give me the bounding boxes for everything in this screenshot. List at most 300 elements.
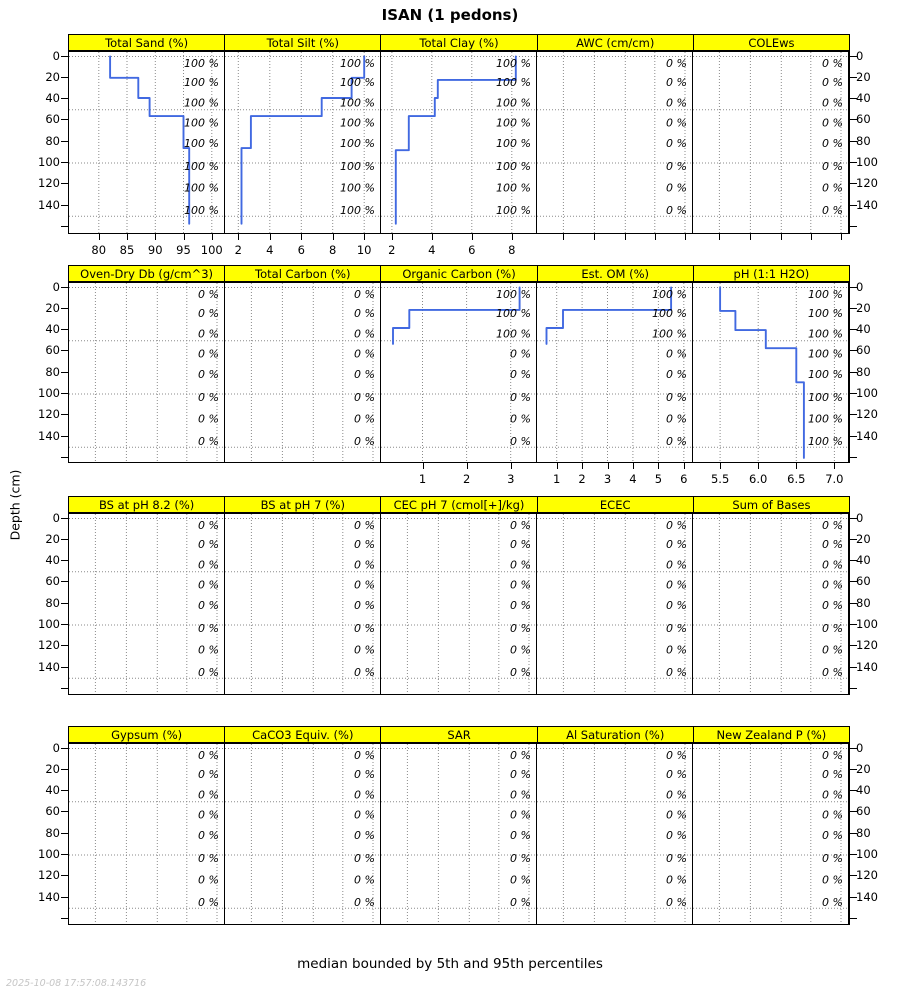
- contributing-fraction-label: 0 %: [822, 558, 843, 572]
- contributing-fraction-label: 100 %: [184, 56, 219, 70]
- timestamp-watermark: 2025-10-08 17:57:08.143716: [6, 978, 147, 989]
- depth-tick-label: 140: [38, 889, 60, 904]
- panel-awc: [537, 52, 693, 233]
- contributing-fraction-label: 0 %: [198, 748, 219, 762]
- depth-tick-label: 100: [38, 847, 60, 861]
- contributing-fraction-label: 100 %: [340, 181, 375, 195]
- depth-tick: [61, 560, 68, 561]
- panel-total-silt: [225, 52, 381, 257]
- contributing-fraction-label: 0 %: [354, 895, 375, 909]
- depth-tick-label: 40: [45, 322, 60, 337]
- strip-label: BS at pH 7 (%): [260, 497, 345, 512]
- contributing-fraction-label: 100 %: [808, 347, 843, 361]
- depth-tick-label: 0: [52, 279, 60, 294]
- depth-tick: [61, 539, 68, 540]
- contributing-fraction-label: 100 %: [496, 160, 531, 174]
- strip-label: Total Carbon (%): [255, 266, 351, 281]
- contributing-fraction-label: 0 %: [354, 412, 375, 426]
- strip-est-om: [538, 266, 694, 281]
- x-tick: [155, 234, 156, 240]
- panel-canvas-organic-carbon: [381, 283, 536, 462]
- depth-tick: [61, 875, 68, 876]
- contributing-fraction-label: 0 %: [198, 538, 219, 552]
- depth-tick: [61, 183, 68, 184]
- contributing-fraction-label: 100 %: [652, 307, 687, 321]
- contributing-fraction-label: 0 %: [822, 852, 843, 866]
- x-tick: [834, 463, 835, 469]
- x-tick: [796, 463, 797, 469]
- x-tick: [238, 234, 239, 240]
- depth-tick: [61, 226, 68, 227]
- panel-total-sand: [69, 52, 225, 257]
- depth-tick: [850, 226, 857, 227]
- contributing-fraction-label: 0 %: [666, 768, 687, 782]
- panel-row: [38, 48, 878, 257]
- contributing-fraction-label: 0 %: [510, 748, 531, 762]
- depth-tick: [61, 667, 68, 668]
- strip-label: CEC pH 7 (cmol[+]/kg): [393, 497, 525, 512]
- depth-tick: [61, 119, 68, 120]
- contributing-fraction-label: 0 %: [354, 852, 375, 866]
- panel-new-zealand-p: [693, 744, 849, 924]
- contributing-fraction-label: 100 %: [808, 287, 843, 301]
- contributing-fraction-label: 0 %: [822, 203, 843, 217]
- strip-label: SAR: [447, 727, 471, 742]
- contributing-fraction-label: 0 %: [666, 748, 687, 762]
- contributing-fraction-label: 0 %: [822, 873, 843, 887]
- contributing-fraction-label: 100 %: [808, 412, 843, 426]
- strip-row: [68, 726, 850, 743]
- contributing-fraction-label: 0 %: [510, 622, 531, 636]
- contributing-fraction-label: 100 %: [496, 287, 531, 301]
- strip-row: [68, 496, 850, 513]
- contributing-fraction-label: 0 %: [198, 788, 219, 802]
- contributing-fraction-label: 0 %: [510, 367, 531, 381]
- x-tick-label: 2: [388, 243, 396, 257]
- depth-tick: [61, 457, 68, 458]
- contributing-fraction-label: 0 %: [354, 665, 375, 679]
- depth-tick-label: 80: [856, 825, 871, 840]
- contributing-fraction-label: 0 %: [666, 76, 687, 90]
- depth-tick-label: 80: [45, 595, 60, 610]
- contributing-fraction-label: 0 %: [666, 116, 687, 130]
- depth-tick-label: 20: [45, 69, 60, 84]
- depth-tick: [61, 162, 68, 163]
- contributing-fraction-label: 0 %: [666, 643, 687, 657]
- depth-tick-label: 20: [856, 300, 871, 315]
- panel-canvas-gypsum: [69, 744, 224, 924]
- contributing-fraction-label: 0 %: [666, 160, 687, 174]
- strip-ph-h2o: [694, 266, 849, 281]
- contributing-fraction-label: 0 %: [354, 748, 375, 762]
- contributing-fraction-label: 0 %: [198, 598, 219, 612]
- contributing-fraction-label: 0 %: [666, 622, 687, 636]
- contributing-fraction-label: 0 %: [354, 367, 375, 381]
- x-tick: [184, 234, 185, 240]
- contributing-fraction-label: 100 %: [184, 76, 219, 90]
- contributing-fraction-label: 0 %: [822, 160, 843, 174]
- x-tick: [720, 463, 721, 469]
- contributing-fraction-label: 0 %: [510, 828, 531, 842]
- contributing-fraction-label: 0 %: [822, 895, 843, 909]
- depth-tick-label: 20: [856, 531, 871, 546]
- panel-canvas-al-saturation: [537, 744, 692, 924]
- panel-canvas-cec-ph7: [381, 514, 536, 694]
- depth-tick-label: 140: [38, 659, 60, 674]
- strip-label: Total Sand (%): [105, 35, 189, 50]
- strip-label: Al Saturation (%): [566, 727, 665, 742]
- depth-tick-label: 40: [856, 91, 871, 106]
- panel-canvas-total-silt: [225, 52, 380, 233]
- contributing-fraction-label: 100 %: [652, 287, 687, 301]
- contributing-fraction-label: 0 %: [198, 895, 219, 909]
- x-tick: [127, 234, 128, 240]
- x-tick-label: 95: [176, 243, 191, 257]
- contributing-fraction-label: 0 %: [510, 665, 531, 679]
- x-tick: [658, 463, 659, 469]
- x-tick-label: 4: [266, 243, 274, 257]
- contributing-fraction-label: 0 %: [354, 768, 375, 782]
- depth-tick-label: 100: [38, 386, 60, 400]
- depth-tick-label: 0: [856, 740, 864, 755]
- panel-canvas-ecec: [537, 514, 692, 694]
- contributing-fraction-label: 0 %: [666, 538, 687, 552]
- contributing-fraction-label: 0 %: [822, 643, 843, 657]
- depth-tick-label: 140: [856, 197, 878, 212]
- strip-label: Sum of Bases: [732, 497, 811, 512]
- plot-caption: median bounded by 5th and 95th percentiles: [297, 956, 603, 972]
- strip-oven-dry-db: [69, 266, 225, 281]
- contributing-fraction-label: 0 %: [510, 873, 531, 887]
- contributing-fraction-label: 100 %: [184, 160, 219, 174]
- contributing-fraction-label: 0 %: [666, 578, 687, 592]
- contributing-fraction-label: 0 %: [822, 622, 843, 636]
- panel-total-carbon: [225, 283, 381, 462]
- strip-gypsum: [69, 727, 225, 742]
- contributing-fraction-label: 0 %: [510, 852, 531, 866]
- contributing-fraction-label: 100 %: [652, 327, 687, 341]
- depth-tick-label: 100: [856, 617, 878, 631]
- x-tick-label: 2: [462, 472, 471, 486]
- contributing-fraction-label: 0 %: [354, 327, 375, 341]
- x-tick-label: 80: [91, 243, 107, 257]
- x-tick: [594, 234, 595, 240]
- depth-tick: [61, 56, 68, 57]
- depth-tick: [61, 308, 68, 309]
- strip-label: CaCO3 Equiv. (%): [252, 727, 354, 742]
- x-tick: [364, 234, 365, 240]
- contributing-fraction-label: 100 %: [496, 96, 531, 110]
- strip-organic-carbon: [381, 266, 537, 281]
- contributing-fraction-label: 0 %: [198, 643, 219, 657]
- depth-tick: [61, 393, 68, 394]
- contributing-fraction-label: 0 %: [510, 788, 531, 802]
- contributing-fraction-label: 0 %: [198, 558, 219, 572]
- x-tick-label: 1: [553, 472, 561, 486]
- depth-tick-label: 100: [856, 155, 878, 169]
- median-profile-line: [720, 288, 804, 458]
- contributing-fraction-label: 100 %: [808, 327, 843, 341]
- depth-tick-label: 80: [45, 133, 60, 148]
- depth-tick: [61, 350, 68, 351]
- contributing-fraction-label: 100 %: [340, 116, 375, 130]
- depth-tick: [850, 918, 857, 919]
- depth-tick: [61, 811, 68, 812]
- contributing-fraction-label: 0 %: [666, 598, 687, 612]
- contributing-fraction-label: 0 %: [666, 852, 687, 866]
- depth-tick-label: 60: [856, 574, 871, 589]
- depth-tick-label: 120: [38, 638, 60, 653]
- contributing-fraction-label: 0 %: [666, 347, 687, 361]
- depth-tick: [61, 790, 68, 791]
- panel-canvas-bs-ph7: [225, 514, 380, 694]
- panel-canvas-total-clay: [381, 52, 536, 233]
- strip-total-sand: [69, 35, 225, 50]
- depth-tick-label: 140: [856, 428, 878, 443]
- contributing-fraction-label: 100 %: [340, 136, 375, 150]
- depth-tick-label: 40: [45, 783, 60, 798]
- contributing-fraction-label: 100 %: [496, 327, 531, 341]
- contributing-fraction-label: 100 %: [340, 56, 375, 70]
- strip-row: [68, 34, 850, 51]
- contributing-fraction-label: 0 %: [510, 643, 531, 657]
- contributing-fraction-label: 0 %: [510, 347, 531, 361]
- depth-tick-label: 80: [856, 133, 871, 148]
- x-tick: [511, 463, 512, 469]
- contributing-fraction-label: 100 %: [808, 307, 843, 321]
- strip-label: Organic Carbon (%): [402, 266, 516, 281]
- contributing-fraction-label: 100 %: [496, 76, 531, 90]
- x-tick: [582, 463, 583, 469]
- contributing-fraction-label: 100 %: [496, 203, 531, 217]
- panel-colews: [693, 52, 849, 233]
- contributing-fraction-label: 0 %: [666, 203, 687, 217]
- depth-tick-label: 0: [52, 510, 60, 525]
- contributing-fraction-label: 0 %: [510, 808, 531, 822]
- depth-tick-label: 20: [45, 300, 60, 315]
- contributing-fraction-label: 0 %: [354, 578, 375, 592]
- depth-tick: [61, 98, 68, 99]
- contributing-fraction-label: 0 %: [198, 412, 219, 426]
- depth-tick-label: 100: [38, 155, 60, 169]
- contributing-fraction-label: 100 %: [808, 434, 843, 448]
- strip-al-saturation: [538, 727, 694, 742]
- x-tick: [557, 463, 558, 469]
- contributing-fraction-label: 0 %: [198, 873, 219, 887]
- depth-tick: [61, 205, 68, 206]
- contributing-fraction-label: 0 %: [666, 136, 687, 150]
- contributing-fraction-label: 0 %: [666, 665, 687, 679]
- x-tick-label: 90: [147, 243, 163, 257]
- strip-sar: [381, 727, 537, 742]
- depth-tick: [61, 854, 68, 855]
- contributing-fraction-label: 0 %: [510, 434, 531, 448]
- x-tick-label: 3: [603, 472, 612, 486]
- depth-tick-label: 80: [856, 364, 871, 379]
- x-tick: [512, 234, 513, 240]
- x-tick-label: 6.0: [749, 472, 768, 486]
- contributing-fraction-label: 0 %: [510, 598, 531, 612]
- contributing-fraction-label: 0 %: [354, 622, 375, 636]
- panel-canvas-ph-h2o: [693, 283, 848, 462]
- contributing-fraction-label: 0 %: [354, 287, 375, 301]
- x-tick: [270, 234, 271, 240]
- panel-canvas-total-carbon: [225, 283, 380, 462]
- contributing-fraction-label: 0 %: [666, 367, 687, 381]
- panel-row: [38, 740, 878, 925]
- x-tick: [563, 234, 564, 240]
- depth-tick-label: 140: [856, 659, 878, 674]
- panel-cec-ph7: [381, 514, 537, 694]
- depth-tick-label: 60: [856, 343, 871, 358]
- panel-canvas-colews: [693, 52, 848, 233]
- contributing-fraction-label: 0 %: [198, 665, 219, 679]
- panel-sar: [381, 744, 537, 924]
- x-tick: [655, 234, 656, 240]
- x-tick-label: 2: [234, 243, 242, 257]
- contributing-fraction-label: 0 %: [666, 434, 687, 448]
- contributing-fraction-label: 0 %: [822, 116, 843, 130]
- depth-tick-label: 60: [45, 112, 60, 127]
- contributing-fraction-label: 0 %: [354, 808, 375, 822]
- contributing-fraction-label: 0 %: [666, 391, 687, 405]
- x-tick-label: 6: [468, 243, 476, 257]
- depth-tick: [61, 897, 68, 898]
- contributing-fraction-label: 0 %: [822, 768, 843, 782]
- strip-cec-ph7: [381, 497, 537, 512]
- x-tick: [781, 234, 782, 240]
- panel-canvas-caco3-equiv: [225, 744, 380, 924]
- x-tick-label: 85: [119, 243, 135, 257]
- x-tick: [684, 463, 685, 469]
- x-tick-label: 1: [418, 472, 427, 486]
- depth-tick-label: 0: [856, 48, 864, 63]
- x-tick: [758, 463, 759, 469]
- depth-tick-label: 0: [52, 48, 60, 63]
- x-tick: [608, 463, 609, 469]
- depth-tick-label: 140: [38, 197, 60, 212]
- contributing-fraction-label: 0 %: [822, 136, 843, 150]
- contributing-fraction-label: 0 %: [354, 391, 375, 405]
- contributing-fraction-label: 0 %: [822, 96, 843, 110]
- strip-sum-of-bases: [694, 497, 849, 512]
- depth-tick-label: 60: [856, 804, 871, 819]
- panel-canvas-awc: [537, 52, 692, 233]
- depth-tick: [61, 581, 68, 582]
- contributing-fraction-label: 0 %: [198, 434, 219, 448]
- depth-tick: [61, 141, 68, 142]
- contributing-fraction-label: 0 %: [198, 307, 219, 321]
- contributing-fraction-label: 100 %: [808, 391, 843, 405]
- x-tick-label: 3: [507, 472, 515, 486]
- x-tick: [625, 234, 626, 240]
- contributing-fraction-label: 0 %: [354, 558, 375, 572]
- strip-row: [68, 265, 850, 282]
- contributing-fraction-label: 0 %: [666, 56, 687, 70]
- x-tick: [633, 463, 634, 469]
- panel-ph-h2o: [693, 283, 849, 486]
- strip-label: Est. OM (%): [581, 266, 650, 281]
- strip-bs-ph82: [69, 497, 225, 512]
- contributing-fraction-label: 0 %: [198, 287, 219, 301]
- contributing-fraction-label: 100 %: [184, 136, 219, 150]
- depth-tick-label: 80: [45, 364, 60, 379]
- contributing-fraction-label: 0 %: [354, 538, 375, 552]
- contributing-fraction-label: 0 %: [510, 578, 531, 592]
- depth-tick: [61, 833, 68, 834]
- depth-tick: [850, 688, 857, 689]
- strip-awc: [538, 35, 694, 50]
- strip-label: pH (1:1 H2O): [733, 266, 810, 281]
- contributing-fraction-label: 0 %: [354, 788, 375, 802]
- contributing-fraction-label: 0 %: [822, 538, 843, 552]
- x-tick: [99, 234, 100, 240]
- contributing-fraction-label: 0 %: [666, 96, 687, 110]
- contributing-fraction-label: 100 %: [184, 116, 219, 130]
- panel-bs-ph7: [225, 514, 381, 694]
- contributing-fraction-label: 0 %: [822, 808, 843, 822]
- contributing-fraction-label: 100 %: [340, 203, 375, 217]
- x-tick: [685, 234, 686, 240]
- panel-gypsum: [69, 744, 225, 924]
- depth-tick-label: 120: [856, 176, 878, 191]
- x-tick: [432, 234, 433, 240]
- strip-total-silt: [225, 35, 381, 50]
- strip-label: COLEws: [748, 35, 795, 50]
- x-tick-label: 100: [200, 243, 223, 257]
- contributing-fraction-label: 0 %: [822, 598, 843, 612]
- panel-caco3-equiv: [225, 744, 381, 924]
- depth-tick-label: 120: [856, 868, 878, 883]
- contributing-fraction-label: 100 %: [496, 56, 531, 70]
- contributing-fraction-label: 0 %: [822, 518, 843, 532]
- depth-tick: [61, 645, 68, 646]
- depth-tick: [61, 329, 68, 330]
- depth-tick-label: 100: [856, 847, 878, 861]
- contributing-fraction-label: 0 %: [666, 895, 687, 909]
- contributing-fraction-label: 0 %: [198, 578, 219, 592]
- depth-tick-label: 20: [45, 761, 60, 776]
- x-tick: [212, 234, 213, 240]
- depth-tick-label: 120: [38, 407, 60, 422]
- contributing-fraction-label: 100 %: [808, 367, 843, 381]
- contributing-fraction-label: 0 %: [510, 895, 531, 909]
- strip-label: Gypsum (%): [111, 727, 183, 742]
- strip-label: New Zealand P (%): [716, 727, 827, 742]
- contributing-fraction-label: 0 %: [822, 181, 843, 195]
- x-tick: [301, 234, 302, 240]
- depth-tick-label: 60: [45, 804, 60, 819]
- x-tick-label: 2: [578, 472, 586, 486]
- depth-tick: [61, 518, 68, 519]
- strip-label: Oven-Dry Db (g/cm^3): [80, 266, 214, 281]
- contributing-fraction-label: 0 %: [198, 367, 219, 381]
- strip-label: ECEC: [599, 497, 631, 512]
- x-tick-label: 5: [654, 472, 663, 486]
- contributing-fraction-label: 0 %: [354, 307, 375, 321]
- depth-tick: [61, 748, 68, 749]
- contributing-fraction-label: 0 %: [354, 598, 375, 612]
- strip-new-zealand-p: [694, 727, 849, 742]
- x-tick-label: 4: [428, 243, 436, 257]
- depth-tick-label: 20: [856, 761, 871, 776]
- x-tick: [719, 234, 720, 240]
- contributing-fraction-label: 0 %: [198, 808, 219, 822]
- depth-axis-label: Depth (cm): [7, 469, 23, 541]
- contributing-fraction-label: 0 %: [510, 518, 531, 532]
- contributing-fraction-label: 0 %: [666, 808, 687, 822]
- x-tick-label: 6: [680, 472, 688, 486]
